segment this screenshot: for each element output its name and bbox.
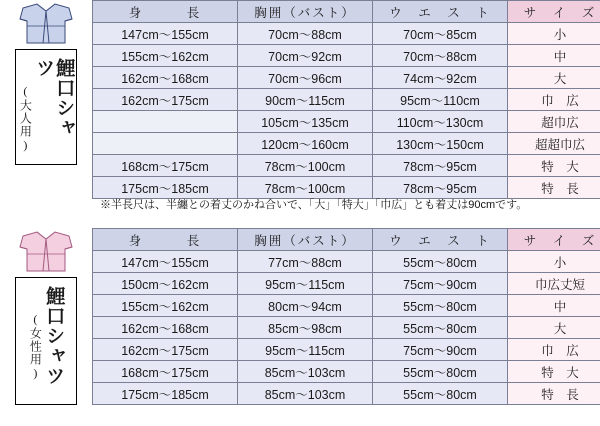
cell-size: 特 大 [508,361,600,383]
cell-waist: 55cm〜80cm [373,383,508,405]
cell-size: 中 [508,45,600,67]
cell-size: 巾 広 [508,339,600,361]
table-row [93,45,600,67]
footnote-text: ※半長尺は、半纏との着丈のかね合いで、「大」「特大」「巾広」とも着丈は90cmです。 [100,199,528,211]
cell-waist: 70cm〜85cm [373,23,508,45]
cell-bust: 85cm〜103cm [238,361,373,383]
table-row [93,383,600,405]
cell-height: 175cm〜185cm [93,177,238,199]
size-chart-block-women [0,228,600,405]
table-row [93,89,600,111]
cell-waist: 78cm〜95cm [373,155,508,177]
cell-height: 168cm〜175cm [93,361,238,383]
cell-size: 超巾広 [508,111,600,133]
table-header-row [93,1,600,23]
table-row [93,273,600,295]
size-chart-block-adult [0,0,600,211]
cell-bust: 95cm〜115cm [238,273,373,295]
label-column-women [0,228,92,405]
cell-height: 155cm〜162cm [93,45,238,67]
size-table-women [92,228,600,405]
garment-name-adult: 鯉口シャツ [33,58,75,138]
cell-height: 168cm〜175cm [93,155,238,177]
garment-name-box-women [15,277,77,405]
cell-size: 大 [508,317,600,339]
cell-bust: 70cm〜88cm [238,23,373,45]
cell-bust: 78cm〜100cm [238,155,373,177]
table-row [93,23,600,45]
cell-height: 162cm〜175cm [93,89,238,111]
cell-size: 特 大 [508,155,600,177]
cell-waist: 130cm〜150cm [373,133,508,155]
column-header-height: 身 長 [93,229,238,251]
cell-size: 中 [508,295,600,317]
column-header-size: サ イ ズ [508,229,600,251]
cell-bust: 70cm〜96cm [238,67,373,89]
cell-bust: 70cm〜92cm [238,45,373,67]
cell-waist: 55cm〜80cm [373,251,508,273]
cell-size: 小 [508,23,600,45]
happi-coat-blue-icon [15,2,77,46]
cell-waist: 75cm〜90cm [373,339,508,361]
cell-size: 巾 広 [508,89,600,111]
cell-size: 小 [508,251,600,273]
cell-height: 175cm〜185cm [93,383,238,405]
cell-waist: 70cm〜88cm [373,45,508,67]
column-header-height: 身 長 [93,1,238,23]
table-column-women [92,228,600,405]
garment-name-box-adult [15,49,77,165]
cell-size: 巾広丈短 [508,273,600,295]
table-row [93,155,600,177]
cell-height: 150cm〜162cm [93,273,238,295]
column-header-bust: 胸囲（バスト） [238,229,373,251]
size-table-adult [92,0,600,199]
cell-waist: 55cm〜80cm [373,361,508,383]
cell-waist: 75cm〜90cm [373,273,508,295]
table-row [93,317,600,339]
column-header-waist: ウ エ ス ト [373,1,508,23]
table-row [93,295,600,317]
table-column-adult [92,0,600,199]
garment-subname-adult: (大人用) [18,84,33,153]
cell-bust: 120cm〜160cm [238,133,373,155]
garment-name-women: 鯉口シャツ [43,286,65,386]
cell-size: 特 長 [508,177,600,199]
cell-height: 162cm〜168cm [93,67,238,89]
cell-waist: 110cm〜130cm [373,111,508,133]
cell-height [93,133,238,155]
table-row [93,361,600,383]
label-column-adult [0,0,92,165]
cell-bust: 85cm〜103cm [238,383,373,405]
cell-bust: 80cm〜94cm [238,295,373,317]
cell-height: 162cm〜168cm [93,317,238,339]
table-row [93,251,600,273]
cell-waist: 74cm〜92cm [373,67,508,89]
cell-bust: 95cm〜115cm [238,339,373,361]
cell-height: 162cm〜175cm [93,339,238,361]
table-row [93,111,600,133]
cell-height [93,111,238,133]
cell-bust: 105cm〜135cm [238,111,373,133]
cell-waist: 55cm〜80cm [373,295,508,317]
column-header-size: サ イ ズ [508,1,600,23]
cell-bust: 85cm〜98cm [238,317,373,339]
table-row [93,67,600,89]
cell-bust: 90cm〜115cm [238,89,373,111]
table-row [93,339,600,361]
table-row [93,133,600,155]
cell-size: 特 長 [508,383,600,405]
happi-coat-pink-icon [15,230,77,274]
cell-height: 147cm〜155cm [93,251,238,273]
table-header-row [93,229,600,251]
cell-height: 155cm〜162cm [93,295,238,317]
column-header-waist: ウ エ ス ト [373,229,508,251]
cell-waist: 95cm〜110cm [373,89,508,111]
garment-subname-women: (女性用) [28,312,43,381]
cell-bust: 77cm〜88cm [238,251,373,273]
cell-waist: 78cm〜95cm [373,177,508,199]
cell-height: 147cm〜155cm [93,23,238,45]
column-header-bust: 胸囲（バスト） [238,1,373,23]
cell-waist: 55cm〜80cm [373,317,508,339]
cell-size: 超超巾広 [508,133,600,155]
cell-bust: 78cm〜100cm [238,177,373,199]
cell-size: 大 [508,67,600,89]
